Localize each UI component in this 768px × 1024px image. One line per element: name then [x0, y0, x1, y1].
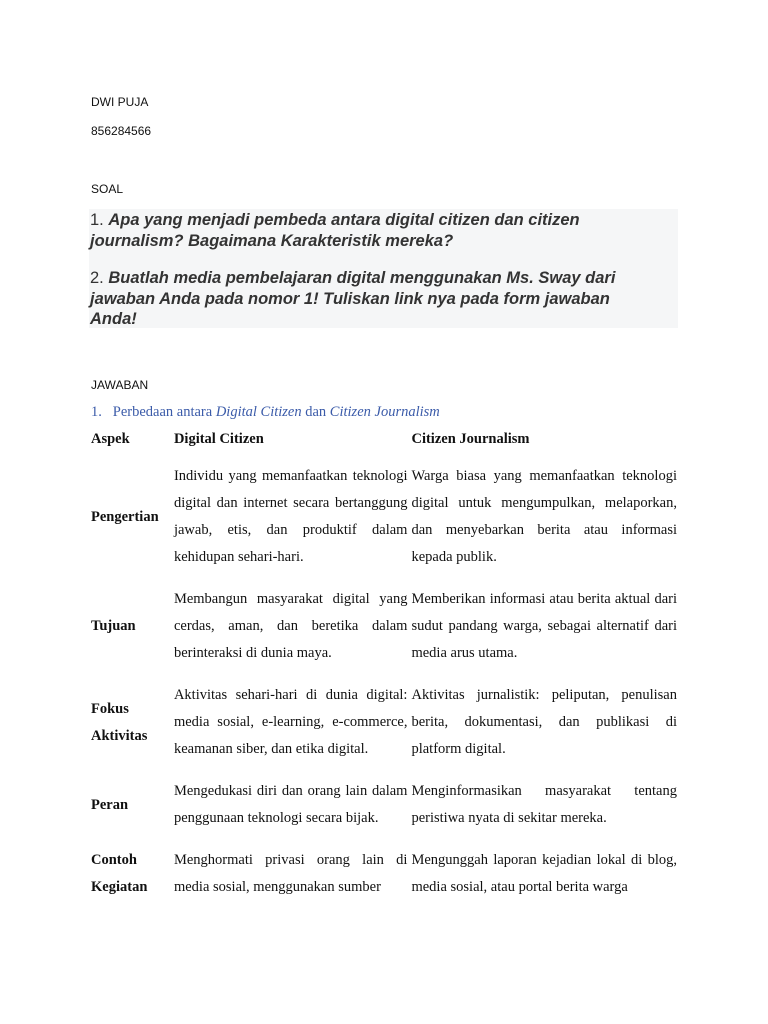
question-1-text: Apa yang menjadi pembeda antara digital citizen dan citizen journalism? Bagaimana Karakteristik mereka? [90, 211, 580, 250]
student-name: DWI PUJA [91, 95, 149, 109]
digital-citizen-cell: Mengedukasi diri dan orang lain dalam penggunaan teknologi secara bijak. [173, 783, 408, 826]
citizen-journalism-cell: Memberikan informasi atau berita aktual dari sudut pandang warga, sebagai alternatif dari media arus utama. [411, 591, 677, 661]
answer-heading-prefix: Perbedaan antara [112, 404, 213, 420]
table-row [89, 583, 679, 679]
aspect-cell: Tujuan [91, 618, 136, 634]
column-header-citizen-journalism: Citizen Journalism [411, 431, 530, 447]
student-id: 856284566 [91, 124, 152, 138]
column-header-aspek: Aspek [91, 431, 130, 447]
answer-heading-term1: Digital Citizen [215, 404, 302, 420]
table-header-row [89, 428, 679, 460]
citizen-journalism-cell: Warga biasa yang memanfaatkan teknologi digital untuk mengumpulkan, melaporkan, dan menyebarkan berita atau informasi kepada publik. [411, 468, 677, 565]
question-1-number: 1. [90, 211, 104, 229]
aspect-cell: Fokus Aktivitas [91, 700, 148, 744]
question-1 [90, 210, 650, 251]
question-2-text: Buatlah media pembelajaran digital menggunakan Ms. Sway dari jawaban Anda pada nomor 1! Tuliskan link nya pada form jawaban Anda! [90, 269, 616, 328]
aspect-cell: Contoh Kegiatan [91, 852, 148, 895]
jawaban-label: JAWABAN [91, 378, 149, 392]
questions-box [89, 209, 678, 328]
aspect-cell: Pengertian [91, 508, 159, 525]
answer-heading-conj: dan [305, 404, 327, 420]
digital-citizen-cell: Membangun masyarakat digital yang cerdas, aman, dan beretika dalam berinteraksi di dunia maya. [173, 591, 408, 661]
aspect-cell: Peran [91, 796, 129, 813]
table-row [89, 460, 679, 583]
table-row [89, 679, 679, 775]
comparison-table [89, 428, 679, 913]
table-row [89, 775, 679, 844]
answer-heading [91, 404, 440, 421]
digital-citizen-cell: Individu yang memanfaatkan teknologi digital dan internet secara bertanggung jawab, etis, dan produktif dalam kehidupan sehari-hari. [173, 468, 408, 565]
citizen-journalism-cell: Mengunggah laporan kejadian lokal di blog, media sosial, atau portal berita warga [411, 852, 677, 895]
digital-citizen-cell: Menghormati privasi orang lain di media sosial, menggunakan sumber [173, 852, 408, 895]
digital-citizen-cell: Aktivitas sehari-hari di dunia digital: media sosial, e-learning, e-commerce, keamanan siber, dan etika digital. [173, 687, 408, 757]
answer-heading-term2: Citizen Journalism [329, 404, 440, 420]
question-2 [90, 268, 650, 330]
citizen-journalism-cell: Menginformasikan masyarakat tentang peristiwa nyata di sekitar mereka. [411, 783, 677, 826]
table-row [89, 844, 679, 913]
soal-label: SOAL [91, 182, 124, 196]
question-2-number: 2. [90, 269, 104, 287]
answer-heading-number: 1. [91, 404, 102, 420]
column-header-digital-citizen: Digital Citizen [173, 431, 264, 447]
citizen-journalism-cell: Aktivitas jurnalistik: peliputan, penulisan berita, dokumentasi, dan publikasi di platform digital. [411, 687, 677, 757]
